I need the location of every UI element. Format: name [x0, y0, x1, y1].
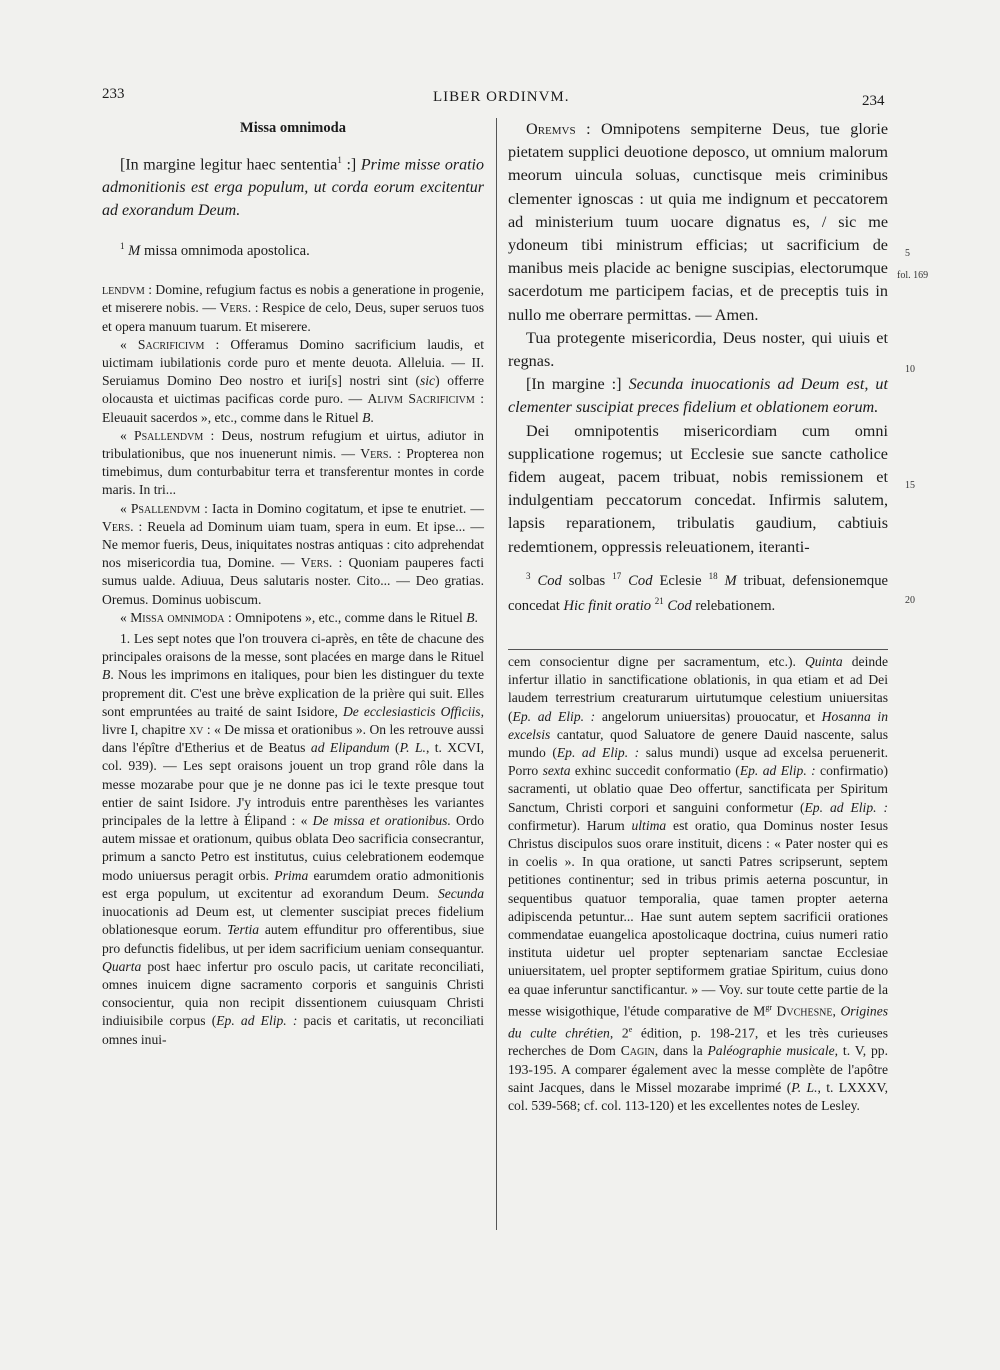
- paragraph-sacrificium: « Sacrificivm : Offeramus Domino sacrificium laudis, et uictimam iubilationis corde puro et mente deuota. Alleluia. — II. Seruiamus Domino Deo nostro et iuri[s] nostri sint (sic) offerre olocausta et uictimas pacificas corde puro. — Alivm Sacrificivm : Eleuauit sacerdos », etc., comme dans le Rituel B.: [102, 336, 484, 425]
- margin-line-15: 15: [905, 480, 915, 491]
- paragraph-missa-omnimoda: « Missa omnimoda : Omnipotens », etc., comme dans le Rituel B.: [120, 609, 478, 625]
- margin-folio: fol. 169: [897, 270, 929, 281]
- right-column-note-continuation: [508, 653, 888, 1115]
- margin-line-20: 20: [905, 595, 915, 606]
- prayer-oremus: Oremvs : Omnipotens sempiterne Deus, tue glorie pietatem supplici deuotione deposco, ut omnium malorum meorum uincula soluas, cunctisque meis criminibus clementer ignoscas : ut quia me indignum et peccatorem ad ministerium tuum uocare dignatus es, / sic me ydoneum tibi ministrum efficias; ut sacrificium de manibus meis placide ac benigne suscipias, electorumque sacerdotum me participem facias, et de preceptis tuis in nullo me oberrare permittas. — Amen.: [508, 120, 888, 324]
- editorial-note-1: 1. Les sept notes que l'on trouvera ci-après, en tête de chacune des principales oraisons de la messe, sont placées en marge dans le Rituel B. Nous les imprimons en italiques, pour bien les distinguer du texte proprement dit. C'est une brève explication de la prière qui suit. Elles sont empruntées au traité de saint Isidore, De ecclesiasticis Officiis, livre I, chapitre xv : « De missa et orationibus ». On les retrouve aussi dans l'épître d'Etherius et de Beatus ad Elipandum (P. L., t. XCVI, col. 939). — Les sept oraisons jouent un trop grand rôle dans la messe mozarabe pour que je ne donne pas ici le texte presque tout entier de saint Isidore. J'y introduis entre parenthèses les variantes principales de la lettre à Élipand : « De missa et orationibus. Ordo autem missae et orationum, quibus oblata Deo sacrificia consecrantur, primum a sancto Petro est institutus, cuius celebrationem eodemque modo uniuersus peragit orbis. Prima earumdem oratio admonitionis est erga populum, ut excitentur ad exorandum Deum. Secunda inuocationis ad Deum est, ut clementer suscipiat preces fidelium oblationesque eorum. Tertia autem effunditur pro offerentibus, siue pro defunctis fidelibus, ut per idem sacrificium ueniam consequantur. Quarta post haec infertur pro osculo pacis, ut caritate reconciliati, omnes inuicem digne sacramento corporis et sanguinis Christi consocientur, quia non recipit dissentionem cuiusquam Christi indiuisibile corpus (Ep. ad Elip. : pacis et caritatis, ut reconciliati omnes inui-: [102, 631, 485, 1047]
- paragraph-psallendum-2: « Psallendvm : Iacta in Domino cogitatum, et ipse te enutriet. — Vers. : Reuela ad Dominum uiam tuam, spera in eum. Et ipse... — Ne memor fueris, Deus, iniquitates nostras antiquas : cito adprehendat nos misericordia tua, Domine. — Vers. : Quoniam pauperes facti sumus ualde. Adiuua, Deus salutaris noster. Cito... — Deo gratias. Oremus. Dominus uobiscum.: [102, 500, 484, 607]
- paragraph-psallendum-1: « Psallendvm : Deus, nostrum refugium et uirtus, adiutor in tribulationibus, que nos inuenerunt nimis. — Vers. : Propterea non timebimus, dum conturbabitur terra et transferentur montes in corde maris. In tri...: [102, 427, 484, 498]
- left-page-number: 233: [102, 86, 125, 102]
- paragraph-lendum: lendvm : Domine, refugium factus es nobis a generatione in progenie, et miserere nobis. — Vers. : Respice de celo, Deus, super seruos tuos et opera manuum tuarum. Et miserere.: [102, 282, 484, 334]
- footnote-divider: [508, 649, 888, 650]
- margin-intro: [In margine legitur haec sententia$^1$ :] Prime misse oratio admonitionis est erga populum, ut corda eorum excitentur ad exorandum Deum.: [102, 155, 484, 220]
- prayer-dei-omnipotentis: Dei omnipotentis misericordiam cum omni supplicatione rogemus; ut Ecclesie sue sancte catholice fidem augeat, pacem tribuat, nobis remissionem et indulgentiam peccatorum concedat. Infirmis salutem, lapsis reparationem, tribulatis gaudium, cabtiuis redemtionem, oppressis releuationem, iteranti-: [508, 421, 888, 556]
- left-column: [102, 118, 484, 1049]
- margin-line-10: 10: [905, 364, 915, 375]
- column-divider: [496, 118, 497, 1230]
- margin-note-secunda: [In margine :] Secunda inuocationis ad Deum est, ut clementer suscipiat preces fidelium et oblationem eorum.: [508, 375, 888, 417]
- right-page-number: 234: [862, 93, 885, 109]
- footnote-1: $^1$ M missa omnimoda apostolica.: [120, 241, 310, 260]
- running-title: LIBER ORDINVM.: [433, 89, 570, 105]
- prayer-conclusion: Tua protegente misericordia, Deus noster, qui uiuis et regnas.: [508, 328, 888, 371]
- right-column: [508, 118, 888, 616]
- margin-line-5: 5: [905, 248, 910, 259]
- section-title: Missa omnimoda: [240, 120, 346, 136]
- apparatus-footnotes: $^3$ Cod solbas $^{17}$ Cod Eclesie $^{18}$ M tribuat, defensionemque concedat Hic finit oratio $^{21}$ Cod relebationem.: [508, 570, 889, 614]
- editorial-note-continued: cem consocientur digne per sacramentum, etc.). Quinta deinde infertur illatio in sanctificatione oblationis, in qua etiam et ad Dei laudem terrestrium creaturarum uirtutumque celestium uniuersitas (Ep. ad Elip. : angelorum uniuersitas) prouocatur, et Hosanna in excelsis cantatur, quod Saluatore de genere Dauid nascente, salus mundo (Ep. ad Elip. : salus mundi) usque ad excelsa peruenerit. Porro sexta exhinc succedit conformatio (Ep. ad Elip. : confirmatio) sacramenti, ut oblatio quae Deo offertur, sanctificata per Spiritum Sanctum, Christi corpori et sanguini conformetur (Ep. ad Elip. : confirmetur). Harum ultima est oratio, qua Dominus noster Iesus Christus discipulos suos orare instituit, dicens : « Pater noster qui es in coelis ». In qua oratione, ut sancti Patres scripserunt, septem petitiones continentur; sed in tribus primis aeterna poscuntur, in sequentibus quatuor temporalia, quae tamen propter aeterna adipiscenda petuntur... Hae sunt autem septem sacrificii orationes commendatae euangelica apostolicaque doctrina, cuius numeri ratio instituta uidetur uel propter septenariam sanctae Ecclesiae uniuersitatem, uel propter septiformem gratiae Spiritum, cuius dono ea quae inferuntur sanctificantur. » — Voy. sur toute cette partie de la messe wisigothique, l'étude comparative de $M^{gr}$ Dvchesne, Origines du culte chrétien, 2e édition, p. 198-217, et les très curieuses recherches de Dom Cagin, dans la Paléographie musicale, t. V, pp. 193-195. A comparer également avec la messe complète de l'apôtre saint Jacques, dans le Missel mozarabe imprimé (P. L., t. LXXXV, col. 539-568; cf. col. 113-120) et les excellentes notes de Lesley.: [508, 654, 889, 1113]
